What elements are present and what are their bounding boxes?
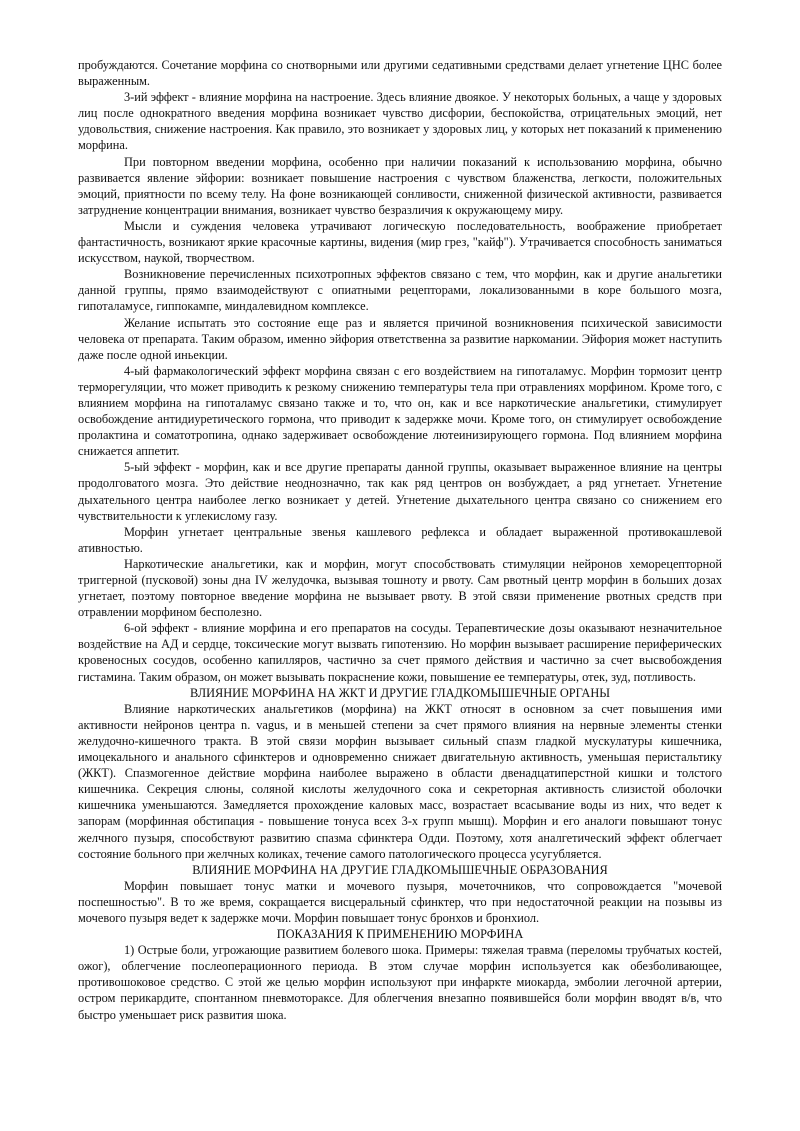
paragraph-effect-5: 5-ый эффект - морфин, как и все другие препараты данной группы, оказывает выраженное влияние на центры продолговатого мозга. Это действие неоднозначно, так как ряд центров он возбуждает, а ряд угнетает. Угнетение дыхательного центра наиболее легко возникает у детей. Угнетение дыхательного центра связано со снижением его чувствительности к углекислому газу. — [78, 460, 722, 523]
heading-indications: ПОКАЗАНИЯ К ПРИМЕНЕНИЮ МОРФИНА — [276, 927, 524, 942]
paragraph-gi-tract: Влияние наркотических анальгетиков (морфина) на ЖКТ относят в основном за счет повышения ими активности нейронов центра n. vagus, и в меньшей степени за счет прямого влияния на нервные элементы стенки желудочно-кишечного тракта. В этой связи морфин вызывает сильный спазм гладкой мускулатуры кишечника, имоцекального и анального сфинктеров и одновременно снижает двигательную активность, уменьшая перистальтику (ЖКТ). Спазмогенное действие морфина наиболее выражено в области двенадцатиперстной кишки и толстого кишечника. Секреция слюны, соляной кислоты желудочного сока и секреторная активность слизистой оболочки кишечника уменьшаются. Замедляется прохождение каловых масс, возрастает всасывание воды из них, что ведет к запорам (морфинная обстипация - повышение тонуса всех 3-х групп мышц). Морфин и его аналоги повышают тонус желчного пузыря, способствуют развитию спазма сфинктера Одди. Поэтому, хотя аналгетический эффект облегчает состояние больного при желчных коликах, течение самого патологического процесса усугубляется. — [78, 701, 722, 861]
paragraph-continuation: пробуждаются. Сочетание морфина со снотворными или другими седативными средствами делает угнетение ЦНС более выраженным. — [78, 58, 722, 89]
paragraph-nausea: Наркотические анальгетики, как и морфин, могут способствовать стимуляции нейронов хеморецепторной триггерной (пусковой) зоны дна IV желудочка, вызывая тошноту и рвоту. Сам рвотный центр морфин в больших дозах угнетает, поэтому повторное введение морфина не вызывает рвоту. В этой связи применение рвотных средств при отравлении морфином бесполезно. — [78, 556, 722, 620]
heading-gi-tract: ВЛИЯНИЕ МОРФИНА НА ЖКТ И ДРУГИЕ ГЛАДКОМЫШЕЧНЫЕ ОРГАНЫ — [189, 685, 611, 700]
paragraph-indications: 1) Острые боли, угрожающие развитием болевого шока. Примеры: тяжелая травма (переломы трубчатых костей, ожог), облегчение послеоперационного периода. В этом случае морфин используется как обезболивающее, противошоковое средство. С этой же целью морфин используют при инфаркте миокарда, эмболии легочной артерии, остром перикардите, спонтанном пневмотораксе. Для облегчения внезапно появившейся боли морфин вводят в/в, что быстро уменьшает риск развития шока. — [78, 943, 722, 1022]
heading-smooth-muscle: ВЛИЯНИЕ МОРФИНА НА ДРУГИЕ ГЛАДКОМЫШЕЧНЫЕ ОБРАЗОВАНИЯ — [192, 862, 608, 877]
paragraph-thoughts: Мысли и суждения человека утрачивают логическую последовательность, воображение приобретает фантастичность, возникают яркие красочные картины, видения (мир грез, "кайф"). Утрачивается способность заниматься искусством, наукой, творчеством. — [78, 218, 722, 266]
paragraph-euphoria: При повторном введении морфина, особенно при наличии показаний к использованию морфина, обычно развивается явление эйфории: возникает повышение настроения с чувством блаженства, легкости, положительных эмоций, приятности по всему телу. На фоне возникающей сонливости, сниженной физической активности, развивается затруднение концентрации внимания, возникает чувство безразличия к окружающему миру. — [78, 154, 722, 217]
paragraph-effect-4: 4-ый фармакологический эффект морфина связан с его воздействием на гипоталамус. Морфин тормозит центр терморегуляции, что может приводить к резкому снижению температуры тела при отравлениях морфином. Кроме того, с влиянием морфина на гипоталамус связано также и то, что он, как и все наркотические анальгетики, стимулирует освобождение антидиуретического гормона, что приводит к задержке мочи. Кроме того, он стимулирует освобождение пролактина и соматотропина, однако задерживает освобождение лютеинизирующего гормона. Под влиянием морфина снижается аппетит. — [78, 363, 722, 459]
paragraph-dependence: Желание испытать это состояние еще раз и является причиной возникновения психической зависимости человека от препарата. Таким образом, именно эйфория ответственна за развитие наркомании. Эйфория может наступить даже после одной иньекции. — [78, 315, 722, 362]
paragraph-cough: Морфин угнетает центральные звенья кашлевого рефлекса и обладает выраженной противокашлевой ативностью. — [78, 524, 722, 555]
paragraph-effect-3: 3-ий эффект - влияние морфина на настроение. Здесь влияние двоякое. У некоторых больных, а чаще у здоровых лиц после однократного введения морфина возникает чувство дисфории, беспокойства, отрицательных эмоций, нет удовольствия, снижение настроения. Как правило, это возникает у здоровых лиц, у которых нет показаний к применению морфина. — [78, 90, 722, 153]
paragraph-smooth-muscle: Морфин повышает тонус матки и мочевого пузыря, мочеточников, что сопровождается "мочевой поспешностью". В то же время, сокращается висцеральный сфинктер, что при недостаточной реакции на позывы из мочевого пузыря ведет к задержке мочи. Морфин повышает тонус бронхов и бронхиол. — [78, 878, 722, 925]
paragraph-effect-6: 6-ой эффект - влияние морфина и его препаратов на сосуды. Терапевтические дозы оказывают незначительное воздействие на АД и сердце, токсические могут вызвать гипотензию. Но морфин вызывает расширение периферических кровеносных сосудов, особенно капилляров, частично за счет прямого действия и частично за счет высвобождения гистамина. Таким образом, он может вызывать покраснение кожи, повышение ее температуры, отек, зуд, потливость. — [78, 621, 722, 684]
paragraph-receptors: Возникновение перечисленных психотропных эффектов связано с тем, что морфин, как и другие анальгетики данной группы, прямо взаимодействуют с опиатными рецепторами, локализованными в коре большого мозга, гипоталамусе, гиппокампе, миндалевидном комплексе. — [78, 267, 722, 314]
